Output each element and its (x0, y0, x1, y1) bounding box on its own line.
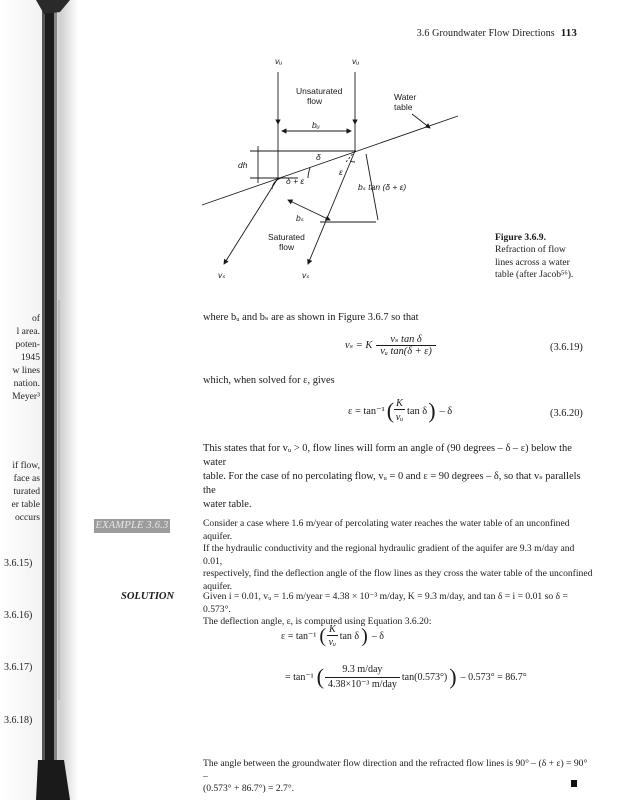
facing-fragment: face as (13, 473, 40, 484)
facing-fragment: Meyer³ (12, 391, 40, 402)
equation-3-6-20 (347, 398, 453, 424)
facing-fragment: of (32, 313, 40, 324)
paragraph-line: This states that for vᵤ > 0, flow lines will form an angle of (90 degrees – δ – ε) below the water (203, 443, 572, 468)
s-eq2-rest: tan(0.573°) (401, 671, 448, 683)
s-eq1-rest: tan δ (339, 631, 360, 642)
paragraph-line: table. For the case of no percolating flow, vᵤ = 0 and ε = 90 degrees – δ, so that vₛ parallels the (203, 471, 581, 496)
label-saturated-flow: flow (279, 242, 295, 252)
label-saturated: Saturated (268, 232, 305, 242)
caption-line: table (after Jacob⁵⁶). (495, 269, 574, 281)
s-eq2-frac-den: 4.38×10⁻³ m/day (327, 678, 397, 690)
example-text (203, 518, 593, 594)
example-line: If the hydraulic conductivity and the regional hydraulic gradient of the aquifer are 9.3 m/day and 0.01, (203, 543, 575, 567)
facing-eq-number: 3.6.15) (4, 558, 33, 569)
facing-fragment: nation. (13, 378, 40, 389)
solution-final-line: The angle between the groundwater flow direction and the refracted flow lines is 90° – (δ + ε) = 90° – (203, 758, 588, 782)
facing-fragment: er table (11, 499, 40, 510)
caption-line: Refraction of flow (495, 244, 566, 256)
eq20-tail: – δ (439, 405, 453, 417)
s-eq1-tail: – δ (371, 631, 385, 642)
water-table-pointer (412, 114, 430, 128)
label-unsaturated-flow: flow (307, 96, 323, 106)
facing-eq-number: 3.6.17) (4, 662, 33, 673)
which-text: which, when solved for ε, gives (203, 375, 335, 386)
caption-line: lines across a water (495, 256, 570, 268)
eq-number-3-6-20: (3.6.20) (550, 408, 583, 419)
example-tag: EXAMPLE 3.6.3 (95, 520, 169, 531)
end-of-example-mark (571, 780, 577, 787)
example-line: aquifer. (203, 580, 233, 592)
facing-fragment: turated (13, 486, 40, 497)
facing-eq-number: 3.6.18) (4, 715, 33, 726)
solution-line: The deflection angle, ε, is computed using Equation 3.6.20: (203, 616, 432, 628)
facing-fragment: 1945 (20, 352, 40, 363)
eq19-lhs: vₛ = K (345, 340, 373, 351)
delta-arc (308, 168, 310, 178)
refraction-diagram (190, 50, 480, 285)
eq19-denominator: vᵤ tan(δ + ε) (380, 346, 432, 357)
section-title: 3.6 Groundwater Flow Directions (416, 28, 555, 39)
eq20-frac-den: vᵤ (395, 411, 404, 423)
label-vs-right: vₛ (302, 270, 310, 280)
label-vu-left: vᵤ (275, 56, 283, 66)
page-number: 113 (560, 27, 577, 39)
s-eq1-frac-den: vᵤ (328, 637, 337, 648)
label-vs-left: vₛ (218, 270, 226, 280)
label-bu: bᵤ (312, 120, 320, 130)
s-eq2-tail: – 0.573° = 86.7° (460, 671, 527, 683)
states-paragraph (203, 442, 593, 512)
label-bs-tan: bₛ tan (δ + ε) (358, 182, 407, 192)
facing-fragment: l area. (16, 326, 40, 337)
label-unsaturated: Unsaturated (296, 86, 343, 96)
running-header (417, 27, 577, 39)
label-table: table (394, 102, 413, 112)
facing-fragment: occurs (14, 512, 40, 523)
label-vu-right: vᵤ (352, 56, 360, 66)
facing-fragment: poten- (15, 339, 40, 350)
solution-conclusion (203, 758, 593, 796)
facing-page-text-2 (4, 459, 40, 524)
label-delta-eps: δ + ε (286, 176, 305, 186)
intro-text: where bᵤ and bₛ are as shown in Figure 3.6.7 so that (203, 312, 419, 323)
label-water: Water (394, 92, 417, 102)
label-dh: dh (238, 160, 248, 170)
figure-caption (495, 232, 590, 282)
paren-close: ) (361, 625, 368, 647)
vs-left-line (224, 178, 278, 264)
paren-open: ( (316, 664, 324, 689)
solution-final-line: (0.573° + 86.7°) = 2.7°. (203, 783, 295, 795)
s-eq2-lhs: = tan⁻¹ (285, 671, 314, 683)
eq20-lhs: ε = tan⁻¹ (348, 406, 385, 417)
facing-eq-number: 3.6.16) (4, 610, 33, 621)
paragraph-line: water table. (203, 499, 252, 510)
solution-text (203, 591, 593, 629)
figure-number: Figure 3.6.9. (495, 232, 546, 243)
solution-equation-1 (280, 624, 385, 649)
solution-equation-2 (284, 663, 528, 691)
solution-tag: SOLUTION (121, 591, 175, 602)
facing-page-text-1 (4, 312, 40, 403)
eq19-numerator: vₛ tan δ (376, 333, 436, 346)
vs-right-line (308, 151, 355, 264)
label-bs: bₛ (296, 213, 304, 223)
example-line: respectively, find the deflection angle of the flow lines as they cross the water table of the unconfined (203, 568, 593, 580)
facing-fragment: if flow, (12, 460, 40, 471)
example-line: Consider a case where 1.6 m/year of percolating water reaches the water table of an unconfined aquifer. (203, 518, 570, 542)
bs-dimension (288, 200, 330, 220)
eq20-frac-num: K (396, 398, 403, 410)
eq-number-3-6-19: (3.6.19) (550, 342, 583, 353)
equation-3-6-19 (344, 333, 436, 357)
label-eps: ε (339, 167, 343, 177)
s-eq1-frac-num: K (329, 624, 336, 635)
facing-fragment: w lines (12, 365, 40, 376)
paren-close: ) (449, 664, 457, 689)
s-eq1-lhs: ε = tan⁻¹ (281, 631, 317, 642)
solution-line: Given i = 0.01, vᵤ = 1.6 m/year = 4.38 × 10⁻³ m/day, K = 9.3 m/day, and tan δ = i = 0.01 so δ = 0.573°. (203, 591, 568, 615)
paren-open: ( (386, 398, 395, 423)
s-eq2-frac-num: 9.3 m/day (325, 663, 400, 677)
label-delta: δ (316, 152, 321, 162)
paren-open: ( (319, 625, 327, 647)
paren-close: ) (428, 398, 436, 423)
eq20-rest: tan δ (406, 405, 428, 417)
